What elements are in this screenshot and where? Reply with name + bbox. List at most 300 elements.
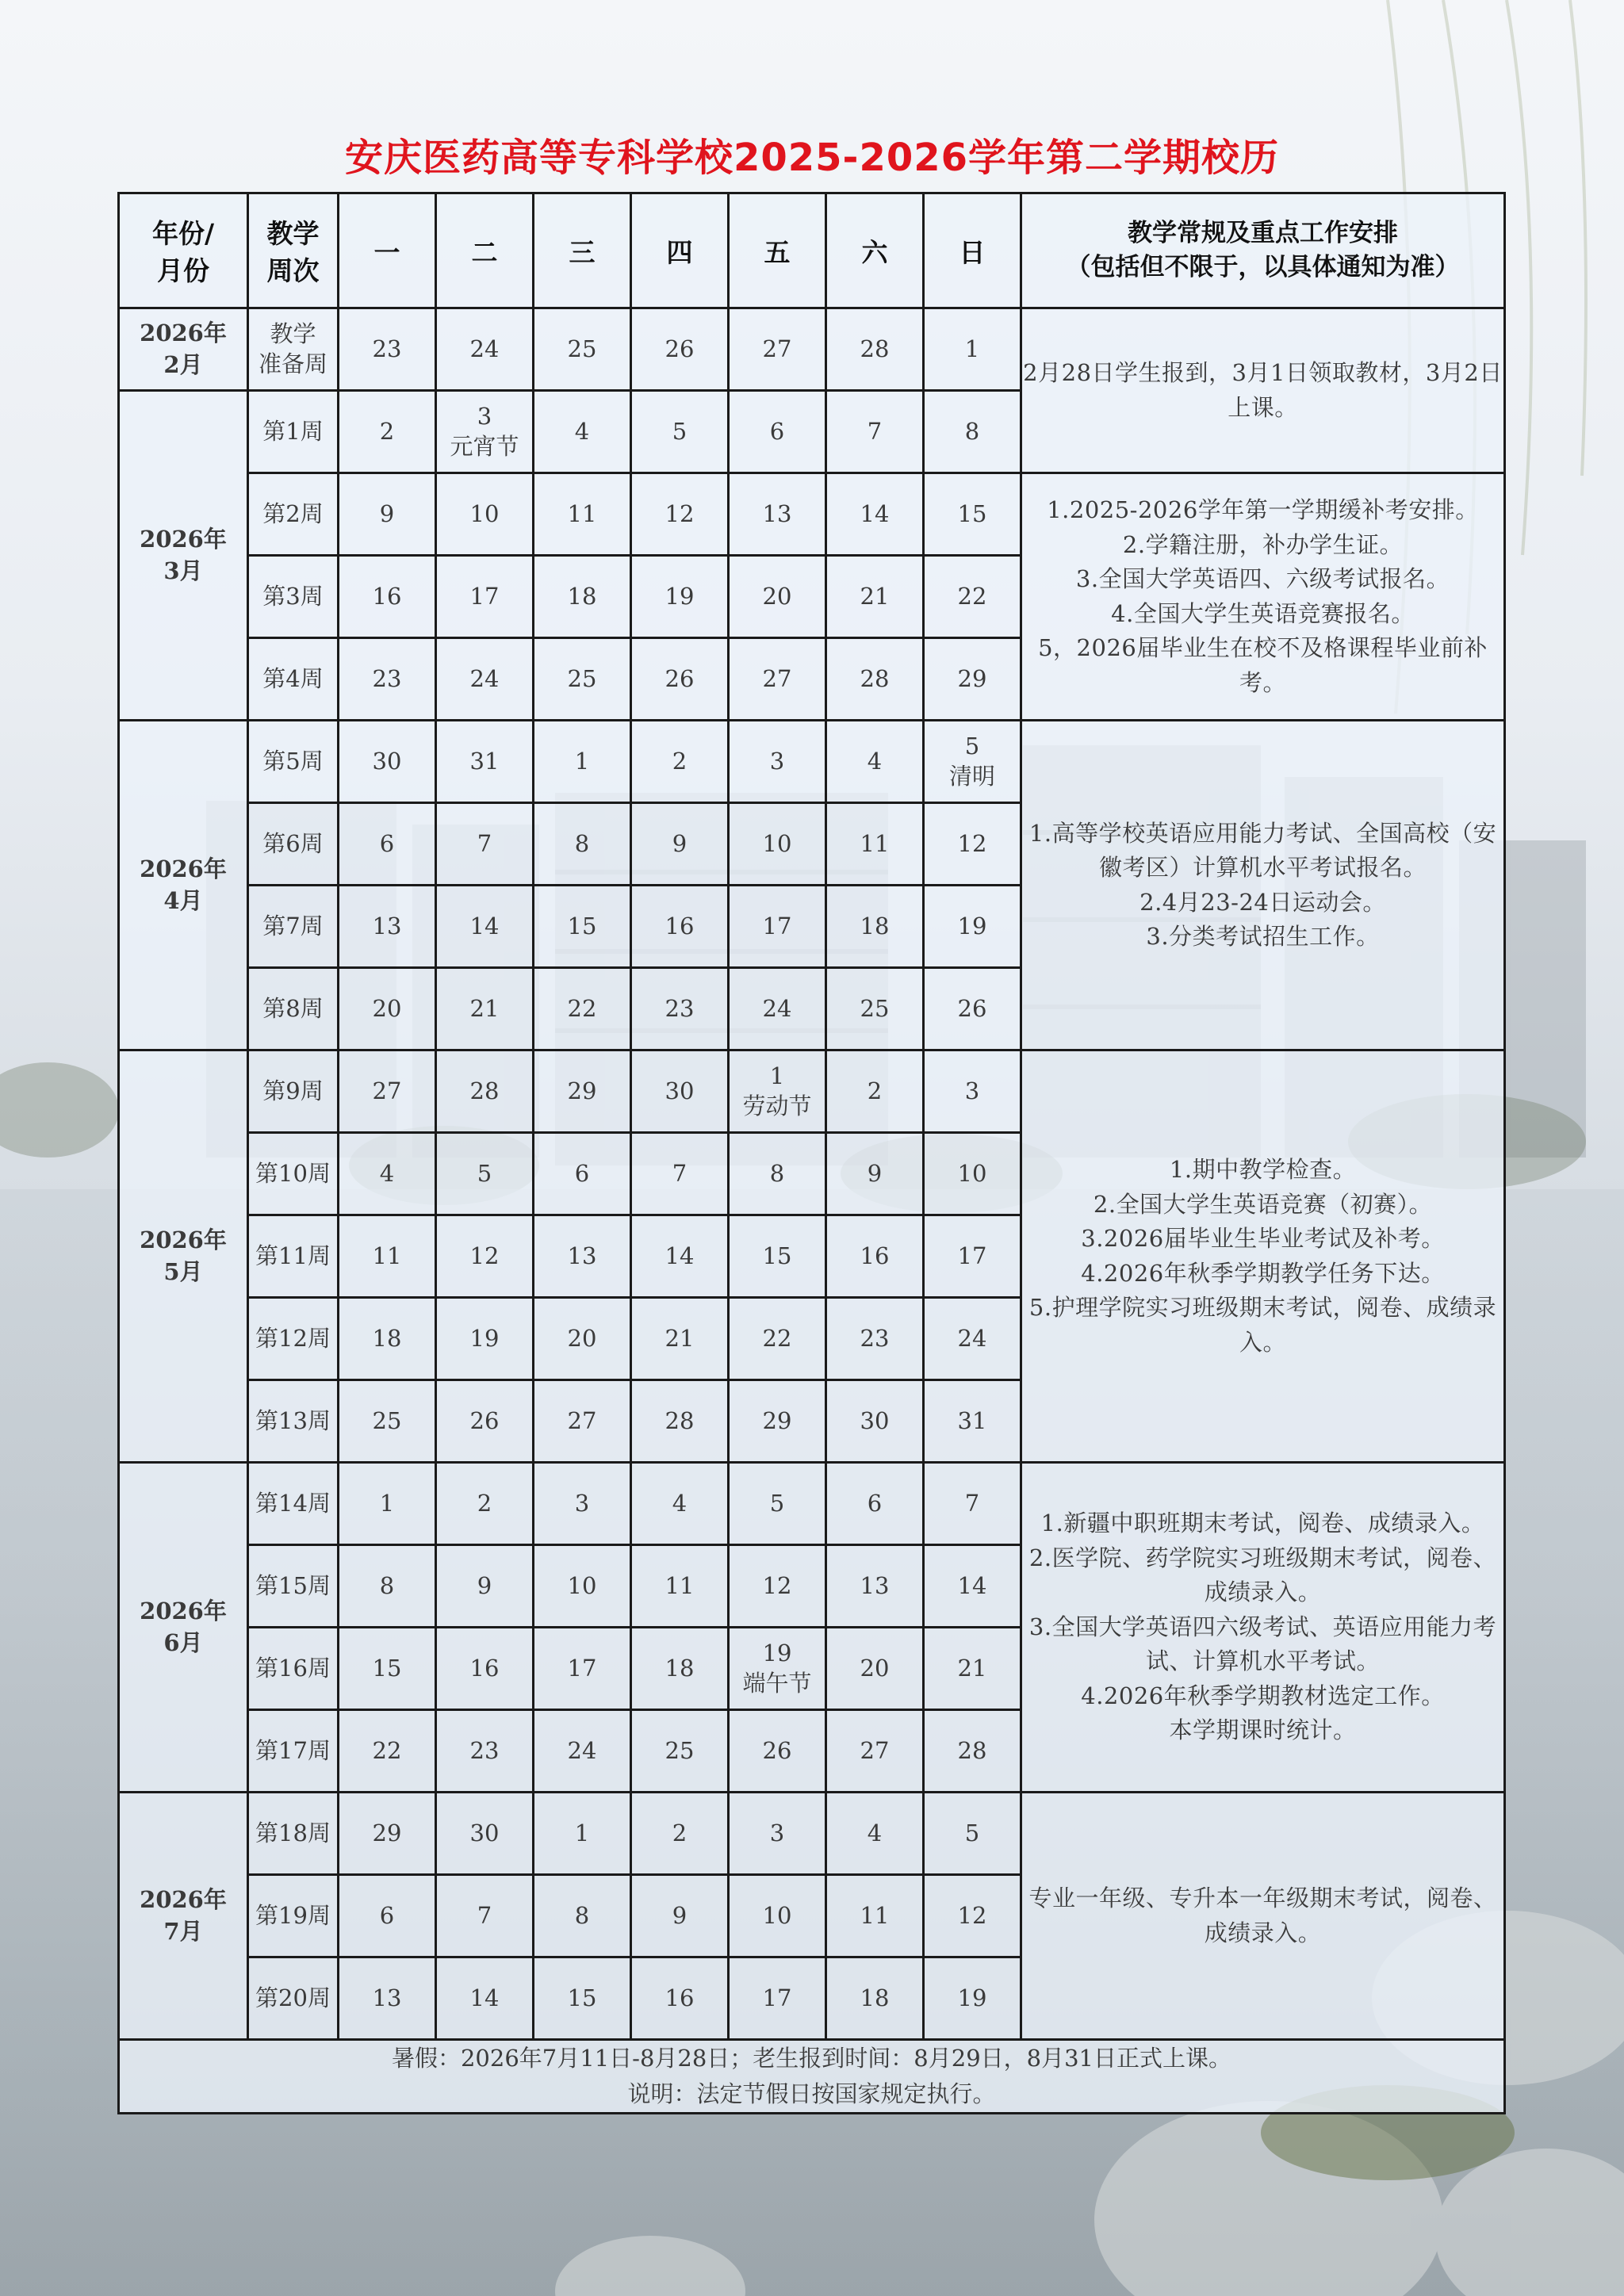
day-cell xyxy=(924,638,1021,721)
day-cell xyxy=(534,1957,631,2040)
day-cell xyxy=(436,1298,534,1380)
day-cell xyxy=(826,1380,924,1463)
day-number: 24 xyxy=(469,664,500,692)
day-number: 28 xyxy=(469,1077,500,1104)
day-cell xyxy=(339,473,436,556)
day-number: 19 xyxy=(957,1984,987,2011)
week-label xyxy=(248,968,339,1050)
day-cell xyxy=(826,1545,924,1628)
day-number: 22 xyxy=(957,582,987,610)
arrangement-item: 1.高等学校英语应用能力考试、全国高校（安徽考区）计算机水平考试报名。 xyxy=(1028,819,1497,881)
day-number: 12 xyxy=(957,1901,987,1929)
day-cell xyxy=(631,968,729,1050)
day-cell xyxy=(534,556,631,638)
day-cell xyxy=(729,1380,826,1463)
day-number: 18 xyxy=(665,1654,695,1682)
day-number: 6 xyxy=(769,417,785,445)
day-number: 6 xyxy=(574,1159,590,1187)
day-cell xyxy=(631,391,729,473)
day-cell xyxy=(924,803,1021,886)
week-label xyxy=(248,886,339,968)
week-label-line: 第17周 xyxy=(255,1736,331,1764)
day-cell xyxy=(534,1710,631,1793)
day-cell xyxy=(729,1545,826,1628)
day-number: 1 xyxy=(964,335,980,362)
arrangement-item: 3.全国大学英语四六级考试、英语应用能力考试、计算机水平考试。 xyxy=(1028,1613,1497,1675)
day-cell xyxy=(534,1793,631,1875)
day-cell xyxy=(729,473,826,556)
header-day-mon: 一 xyxy=(339,193,436,308)
arrangement-item: 专业一年级、专升本一年级期末考试，阅卷、成绩录入。 xyxy=(1028,1885,1497,1946)
day-number: 19 xyxy=(469,1324,500,1352)
week-row xyxy=(119,721,1505,803)
day-number: 14 xyxy=(469,912,500,939)
day-cell xyxy=(339,391,436,473)
day-number: 11 xyxy=(860,829,890,857)
day-cell xyxy=(729,1463,826,1545)
day-cell xyxy=(436,308,534,391)
week-label-line: 第20周 xyxy=(255,1984,331,2011)
header-day-sun: 日 xyxy=(924,193,1021,308)
day-cell xyxy=(631,1793,729,1875)
arrangement-notes xyxy=(1021,473,1505,721)
day-cell xyxy=(534,1628,631,1710)
day-number: 1 xyxy=(379,1489,395,1517)
day-cell xyxy=(924,1298,1021,1380)
day-cell xyxy=(924,1133,1021,1215)
day-cell xyxy=(631,1050,729,1133)
arrangement-item: 3.2026届毕业生毕业考试及补考。 xyxy=(1081,1225,1445,1252)
day-cell xyxy=(436,1050,534,1133)
day-cell xyxy=(924,556,1021,638)
week-label-line: 第19周 xyxy=(255,1901,331,1929)
header-row xyxy=(119,193,1505,308)
day-cell xyxy=(339,1545,436,1628)
day-number: 16 xyxy=(372,582,402,610)
day-number: 24 xyxy=(469,335,500,362)
day-number: 10 xyxy=(567,1571,597,1599)
day-number: 5 xyxy=(964,732,980,760)
day-cell xyxy=(924,1545,1021,1628)
day-number: 4 xyxy=(672,1489,688,1517)
week-label-line: 第11周 xyxy=(255,1242,331,1269)
day-number: 27 xyxy=(762,335,792,362)
day-cell xyxy=(436,638,534,721)
week-row xyxy=(119,473,1505,556)
day-number: 30 xyxy=(665,1077,695,1104)
day-number: 15 xyxy=(567,912,597,939)
day-number: 9 xyxy=(477,1571,492,1599)
day-number: 14 xyxy=(860,499,890,527)
arrangement-item: 2.学籍注册，补办学生证。 xyxy=(1122,530,1404,558)
week-label xyxy=(248,1957,339,2040)
day-number: 26 xyxy=(665,335,695,362)
day-cell xyxy=(534,1380,631,1463)
day-number: 29 xyxy=(762,1406,792,1434)
day-number: 19 xyxy=(957,912,987,939)
day-number: 23 xyxy=(860,1324,890,1352)
day-cell xyxy=(826,1050,924,1133)
day-number: 26 xyxy=(957,994,987,1022)
day-cell xyxy=(436,1710,534,1793)
day-cell xyxy=(631,473,729,556)
day-number: 12 xyxy=(665,499,695,527)
day-number: 16 xyxy=(860,1242,890,1269)
day-number: 15 xyxy=(567,1984,597,2011)
day-cell xyxy=(631,1380,729,1463)
arrangement-item: 4.全国大学生英语竞赛报名。 xyxy=(1111,599,1415,627)
day-number: 29 xyxy=(567,1077,597,1104)
day-cell xyxy=(729,1957,826,2040)
month-label-line: 4月 xyxy=(163,886,203,914)
day-cell xyxy=(924,721,1021,803)
day-number: 8 xyxy=(574,829,590,857)
arrangement-item: 2.全国大学生英语竞赛（初赛）。 xyxy=(1093,1190,1433,1218)
day-cell xyxy=(826,721,924,803)
day-number: 8 xyxy=(769,1159,785,1187)
day-cell xyxy=(729,556,826,638)
week-row xyxy=(119,308,1505,391)
day-cell xyxy=(631,308,729,391)
day-number: 1 xyxy=(769,1062,785,1089)
day-cell xyxy=(826,1298,924,1380)
day-cell xyxy=(729,1050,826,1133)
day-number: 11 xyxy=(860,1901,890,1929)
day-number: 18 xyxy=(372,1324,402,1352)
day-cell xyxy=(924,1957,1021,2040)
week-label xyxy=(248,1545,339,1628)
day-number: 20 xyxy=(567,1324,597,1352)
arrangement-notes xyxy=(1021,721,1505,1050)
month-label-line: 5月 xyxy=(163,1257,203,1285)
day-cell xyxy=(826,1133,924,1215)
day-number: 25 xyxy=(372,1406,402,1434)
day-cell xyxy=(729,1875,826,1957)
day-number: 5 xyxy=(769,1489,785,1517)
arrangement-item: 2月28日学生报到，3月1日领取教材，3月2日上课。 xyxy=(1023,359,1503,421)
day-cell xyxy=(339,1793,436,1875)
day-cell xyxy=(436,1463,534,1545)
arrangement-notes xyxy=(1021,1463,1505,1793)
day-cell xyxy=(436,1957,534,2040)
arrangement-notes xyxy=(1021,1793,1505,2040)
day-number: 20 xyxy=(372,994,402,1022)
day-cell xyxy=(924,1875,1021,1957)
day-number: 8 xyxy=(379,1571,395,1599)
day-number: 20 xyxy=(762,582,792,610)
day-number: 4 xyxy=(379,1159,395,1187)
week-label-line: 第7周 xyxy=(262,912,324,939)
day-number: 12 xyxy=(469,1242,500,1269)
month-label-line: 2026年 xyxy=(140,1226,227,1254)
page-title: 安庆医药高等专科学校2025-2026学年第二学期校历 xyxy=(344,136,1280,180)
holiday-label: 劳动节 xyxy=(742,1092,812,1119)
day-cell xyxy=(436,803,534,886)
day-cell xyxy=(729,721,826,803)
day-cell xyxy=(729,1710,826,1793)
day-number: 19 xyxy=(762,1639,792,1667)
day-number: 22 xyxy=(567,994,597,1022)
day-cell xyxy=(534,473,631,556)
day-cell xyxy=(339,803,436,886)
day-cell xyxy=(631,638,729,721)
week-label xyxy=(248,1050,339,1133)
day-number: 14 xyxy=(469,1984,500,2011)
day-cell xyxy=(826,1957,924,2040)
month-cell xyxy=(119,721,248,1050)
day-number: 24 xyxy=(567,1736,597,1764)
day-cell xyxy=(631,1545,729,1628)
header-arrangement xyxy=(1021,193,1505,308)
weeks-body xyxy=(119,308,1505,2040)
day-cell xyxy=(729,968,826,1050)
day-number: 9 xyxy=(672,1901,688,1929)
day-cell xyxy=(826,1710,924,1793)
day-number: 26 xyxy=(469,1406,500,1434)
day-number: 1 xyxy=(574,747,590,775)
day-number: 8 xyxy=(574,1901,590,1929)
holiday-label: 端午节 xyxy=(742,1669,812,1697)
day-number: 11 xyxy=(665,1571,695,1599)
day-number: 10 xyxy=(957,1159,987,1187)
arrangement-item: 3.分类考试招生工作。 xyxy=(1146,923,1380,950)
day-number: 7 xyxy=(477,829,492,857)
day-cell xyxy=(534,1875,631,1957)
day-cell xyxy=(924,886,1021,968)
header-week-line2: 周次 xyxy=(266,255,320,286)
day-number: 14 xyxy=(957,1571,987,1599)
day-number: 11 xyxy=(567,499,597,527)
day-number: 3 xyxy=(964,1077,980,1104)
week-label xyxy=(248,1628,339,1710)
day-number: 9 xyxy=(867,1159,883,1187)
day-cell xyxy=(924,1463,1021,1545)
day-number: 13 xyxy=(567,1242,597,1269)
arrangement-item: 3.全国大学英语四、六级考试报名。 xyxy=(1075,565,1450,592)
week-label-line: 第10周 xyxy=(255,1159,331,1187)
day-number: 27 xyxy=(762,664,792,692)
week-row xyxy=(119,1050,1505,1133)
day-cell xyxy=(826,1628,924,1710)
day-number: 17 xyxy=(762,912,792,939)
day-cell xyxy=(826,391,924,473)
day-number: 6 xyxy=(867,1489,883,1517)
day-cell xyxy=(436,391,534,473)
day-cell xyxy=(729,803,826,886)
day-cell xyxy=(534,1298,631,1380)
month-label-line: 6月 xyxy=(163,1628,203,1656)
week-label xyxy=(248,721,339,803)
day-cell xyxy=(631,1215,729,1298)
day-cell xyxy=(436,1545,534,1628)
day-number: 25 xyxy=(567,664,597,692)
day-cell xyxy=(534,1050,631,1133)
day-cell xyxy=(436,1215,534,1298)
holiday-label: 元宵节 xyxy=(450,432,519,460)
day-cell xyxy=(729,1298,826,1380)
day-number: 18 xyxy=(860,1984,890,2011)
day-number: 23 xyxy=(665,994,695,1022)
day-number: 2 xyxy=(867,1077,883,1104)
day-cell xyxy=(729,391,826,473)
day-number: 2 xyxy=(672,1819,688,1846)
day-cell xyxy=(534,886,631,968)
day-number: 3 xyxy=(574,1489,590,1517)
day-cell xyxy=(924,1710,1021,1793)
day-number: 26 xyxy=(762,1736,792,1764)
header-year-month-line2: 月份 xyxy=(157,255,209,286)
day-cell xyxy=(339,1380,436,1463)
day-cell xyxy=(729,1133,826,1215)
month-label-line: 2026年 xyxy=(140,1598,227,1625)
day-number: 13 xyxy=(372,1984,402,2011)
day-number: 21 xyxy=(665,1324,695,1352)
day-cell xyxy=(534,721,631,803)
week-label xyxy=(248,1793,339,1875)
day-cell xyxy=(339,1215,436,1298)
week-label-line: 第3周 xyxy=(262,582,324,610)
day-number: 4 xyxy=(574,417,590,445)
header-week-line1: 教学 xyxy=(266,218,320,249)
day-number: 30 xyxy=(860,1406,890,1434)
day-number: 21 xyxy=(469,994,500,1022)
day-number: 23 xyxy=(469,1736,500,1764)
arrangement-item: 5，2026届毕业生在校不及格课程毕业前补考。 xyxy=(1038,634,1488,696)
day-cell xyxy=(339,1710,436,1793)
day-cell xyxy=(826,1215,924,1298)
day-number: 27 xyxy=(372,1077,402,1104)
day-cell xyxy=(339,1298,436,1380)
day-cell xyxy=(339,1133,436,1215)
day-cell xyxy=(339,1875,436,1957)
week-label xyxy=(248,1380,339,1463)
day-cell xyxy=(826,1875,924,1957)
day-cell xyxy=(924,473,1021,556)
day-cell xyxy=(339,1957,436,2040)
day-cell xyxy=(436,1628,534,1710)
week-label xyxy=(248,391,339,473)
day-number: 7 xyxy=(867,417,883,445)
day-cell xyxy=(631,886,729,968)
day-cell xyxy=(534,391,631,473)
day-number: 26 xyxy=(665,664,695,692)
day-cell xyxy=(631,803,729,886)
day-cell xyxy=(924,308,1021,391)
week-label-line: 第9周 xyxy=(262,1077,324,1104)
arrangement-item: 1.2025-2026学年第一学期缓补考安排。 xyxy=(1047,496,1479,523)
header-year-month xyxy=(119,193,248,308)
day-cell xyxy=(339,1628,436,1710)
week-label-line: 第1周 xyxy=(262,417,324,445)
day-cell xyxy=(631,1133,729,1215)
day-number: 5 xyxy=(672,417,688,445)
day-number: 31 xyxy=(957,1406,987,1434)
day-cell xyxy=(436,1380,534,1463)
day-cell xyxy=(436,473,534,556)
day-cell xyxy=(534,1215,631,1298)
day-number: 27 xyxy=(567,1406,597,1434)
day-cell xyxy=(339,556,436,638)
day-cell xyxy=(436,1133,534,1215)
week-label xyxy=(248,473,339,556)
day-cell xyxy=(534,1545,631,1628)
day-number: 3 xyxy=(769,747,785,775)
day-number: 24 xyxy=(762,994,792,1022)
day-number: 21 xyxy=(957,1654,987,1682)
week-label-line: 第14周 xyxy=(255,1489,331,1517)
day-number: 16 xyxy=(665,1984,695,2011)
header-day-wed: 三 xyxy=(534,193,631,308)
footer-holiday-note: 说明：法定节假日按国家规定执行。 xyxy=(627,2080,996,2107)
day-number: 22 xyxy=(372,1736,402,1764)
day-cell xyxy=(826,968,924,1050)
day-cell xyxy=(339,638,436,721)
day-number: 7 xyxy=(477,1901,492,1929)
day-number: 12 xyxy=(957,829,987,857)
day-cell xyxy=(729,1215,826,1298)
header-day-fri: 五 xyxy=(729,193,826,308)
arrangement-item: 5.护理学院实习班级期末考试，阅卷、成绩录入。 xyxy=(1028,1294,1497,1356)
day-cell xyxy=(436,721,534,803)
day-number: 31 xyxy=(469,747,500,775)
arrangement-notes xyxy=(1021,308,1505,473)
day-number: 24 xyxy=(957,1324,987,1352)
week-label-line: 第8周 xyxy=(262,994,324,1022)
day-cell xyxy=(826,556,924,638)
day-cell xyxy=(534,1463,631,1545)
day-number: 25 xyxy=(665,1736,695,1764)
day-number: 13 xyxy=(762,499,792,527)
day-number: 20 xyxy=(860,1654,890,1682)
day-cell xyxy=(534,968,631,1050)
day-cell xyxy=(924,968,1021,1050)
month-cell xyxy=(119,1793,248,2040)
day-number: 15 xyxy=(957,499,987,527)
day-cell xyxy=(631,1957,729,2040)
arrangement-item: 4.2026年秋季学期教材选定工作。 xyxy=(1081,1682,1445,1709)
day-cell xyxy=(631,1628,729,1710)
day-number: 6 xyxy=(379,829,395,857)
day-number: 2 xyxy=(379,417,395,445)
day-number: 9 xyxy=(672,829,688,857)
day-cell xyxy=(924,1628,1021,1710)
week-label-line: 第13周 xyxy=(255,1406,331,1434)
day-cell xyxy=(826,473,924,556)
day-number: 19 xyxy=(665,582,695,610)
week-label xyxy=(248,1215,339,1298)
day-cell xyxy=(729,886,826,968)
day-number: 23 xyxy=(372,664,402,692)
week-label xyxy=(248,308,339,391)
day-number: 28 xyxy=(665,1406,695,1434)
day-cell xyxy=(534,803,631,886)
arrangement-item: 本学期课时统计。 xyxy=(1169,1716,1357,1744)
day-number: 17 xyxy=(957,1242,987,1269)
day-number: 2 xyxy=(672,747,688,775)
day-cell xyxy=(631,1710,729,1793)
day-number: 11 xyxy=(372,1242,402,1269)
day-number: 17 xyxy=(469,582,500,610)
day-cell xyxy=(534,308,631,391)
week-row xyxy=(119,1793,1505,1875)
day-number: 4 xyxy=(867,1819,883,1846)
day-cell xyxy=(436,886,534,968)
day-cell xyxy=(339,1463,436,1545)
month-label-line: 2026年 xyxy=(140,1886,227,1914)
day-cell xyxy=(826,1793,924,1875)
day-cell xyxy=(339,968,436,1050)
month-label-line: 3月 xyxy=(163,557,203,584)
